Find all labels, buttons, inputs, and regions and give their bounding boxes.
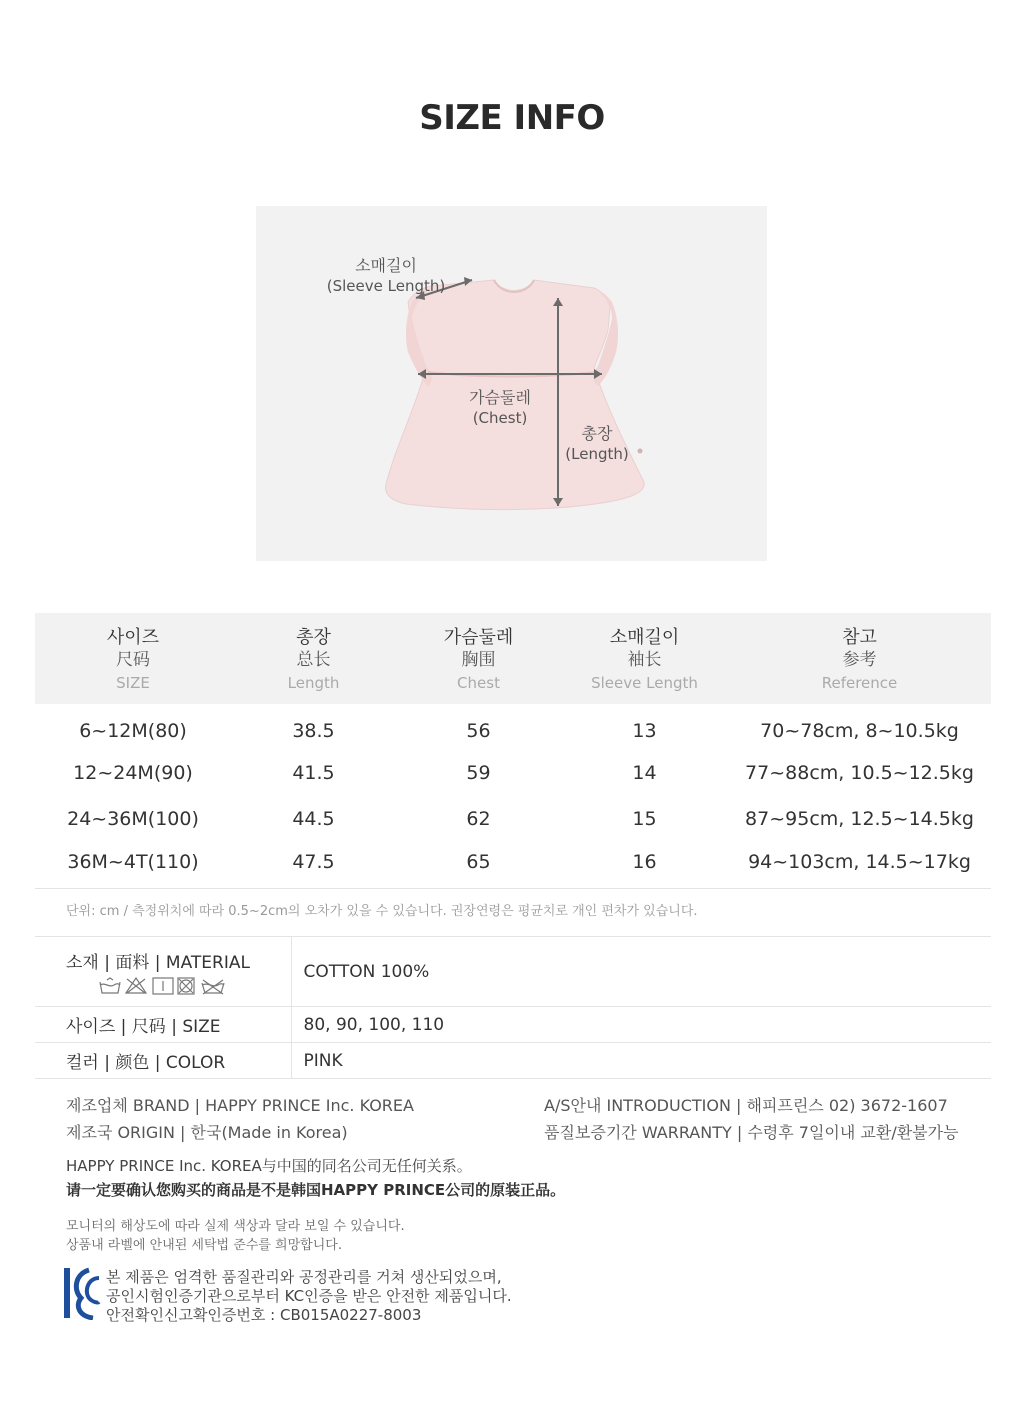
cell-sleeve: 14 — [632, 762, 657, 784]
size-row — [35, 1007, 991, 1043]
table-row — [35, 796, 991, 842]
cell-size: 24~36M(100) — [67, 808, 199, 830]
cell-reference: 70~78cm, 8~10.5kg — [760, 720, 959, 742]
table-row — [35, 704, 991, 750]
care-icons — [98, 977, 228, 995]
size-label: 사이즈 | 尺码 | SIZE — [35, 1007, 291, 1043]
header-length: 총장 总长 Length — [287, 627, 340, 692]
line-dry-icon — [153, 978, 173, 994]
kc-cert-number: 안전확인신고확인증번호 : CB015A0227-8003 — [106, 1306, 422, 1324]
monitor-notice-2: 상품내 라벨에 안내된 세탁법 준수를 희망합니다. — [66, 1238, 342, 1253]
no-dry-clean-icon — [202, 980, 224, 994]
size-chart-header — [35, 613, 991, 704]
unit-note: 단위: cm / 측정위치에 따라 0.5~2cm의 오차가 있을 수 있습니다. 권장연령은 평균치로 개인 편차가 있습니다. — [66, 904, 698, 919]
material-label-cell — [35, 937, 291, 1007]
cell-sleeve: 13 — [632, 720, 657, 742]
cell-size: 12~24M(90) — [73, 762, 193, 784]
header-reference: 참고 参考 Reference — [821, 627, 898, 692]
hand-wash-icon — [100, 978, 120, 993]
kc-certification-logo — [63, 1266, 101, 1320]
material-value: COTTON 100% — [303, 961, 430, 982]
cell-chest: 56 — [466, 720, 491, 742]
as-info-line: A/S안내 INTRODUCTION | 해피프린스 02) 3672-1607 — [544, 1096, 948, 1115]
product-info-table — [35, 936, 991, 1079]
page-title: SIZE INFO — [419, 98, 605, 138]
cn-notice-2: 请一定要确认您购买的商品是不是韩国HAPPY PRINCE公司的原装正品。 — [66, 1181, 566, 1199]
no-bleach-icon — [126, 978, 146, 993]
color-row — [35, 1043, 991, 1079]
chest-label: 가슴둘레 (Chest) — [469, 388, 531, 427]
cn-notice-1: HAPPY PRINCE Inc. KOREA与中国的同名公司无任何关系。 — [66, 1157, 472, 1175]
header-size: 사이즈 尺码 SIZE — [106, 627, 160, 692]
color-value: PINK — [303, 1050, 343, 1071]
cell-length: 41.5 — [292, 762, 335, 784]
warranty-line: 품질보증기간 WARRANTY | 수령후 7일이내 교환/환불가능 — [544, 1123, 959, 1142]
table-row — [35, 750, 991, 796]
material-label: 소재 | 面料 | MATERIAL — [66, 953, 250, 973]
cell-sleeve: 16 — [561, 842, 728, 888]
cell-length: 47.5 — [231, 842, 396, 888]
length-label: 총장 (Length) — [565, 424, 629, 463]
cell-sleeve: 15 — [632, 808, 657, 830]
size-chart-table — [35, 613, 991, 889]
cell-length: 38.5 — [292, 720, 335, 742]
monitor-notice-1: 모니터의 해상도에 따라 실제 색상과 달라 보일 수 있습니다. — [66, 1219, 405, 1234]
cell-size: 6~12M(80) — [79, 720, 187, 742]
size-value: 80, 90, 100, 110 — [303, 1014, 445, 1035]
table-row — [35, 842, 991, 888]
cell-reference: 87~95cm, 12.5~14.5kg — [745, 808, 974, 830]
cell-length: 44.5 — [292, 808, 335, 830]
header-chest: 가슴둘레 胸围 Chest — [443, 627, 514, 692]
product-diagram — [256, 206, 767, 561]
cell-chest: 65 — [396, 842, 561, 888]
cell-size: 36M~4T(110) — [35, 842, 231, 888]
origin-line: 제조국 ORIGIN | 한국(Made in Korea) — [66, 1123, 348, 1142]
material-row — [35, 937, 991, 1007]
kc-notice-1: 본 제품은 엄격한 품질관리와 공정관리를 거쳐 생산되었으며, — [106, 1268, 502, 1286]
color-label: 컬러 | 颜色 | COLOR — [35, 1043, 291, 1079]
no-tumble-dry-icon — [178, 978, 194, 994]
cell-chest: 59 — [466, 762, 491, 784]
cell-reference: 77~88cm, 10.5~12.5kg — [745, 762, 974, 784]
cell-reference: 94~103cm, 14.5~17kg — [728, 842, 991, 888]
cell-chest: 62 — [466, 808, 491, 830]
sleeve-length-label: 소매길이 (Sleeve Length) — [326, 256, 446, 295]
brand-line: 제조업체 BRAND | HAPPY PRINCE Inc. KOREA — [66, 1096, 414, 1115]
header-sleeve-length: 소매길이 袖长 Sleeve Length — [591, 627, 698, 692]
kc-notice-2: 공인시험인증기관으로부터 KC인증을 받은 안전한 제품입니다. — [106, 1287, 512, 1305]
